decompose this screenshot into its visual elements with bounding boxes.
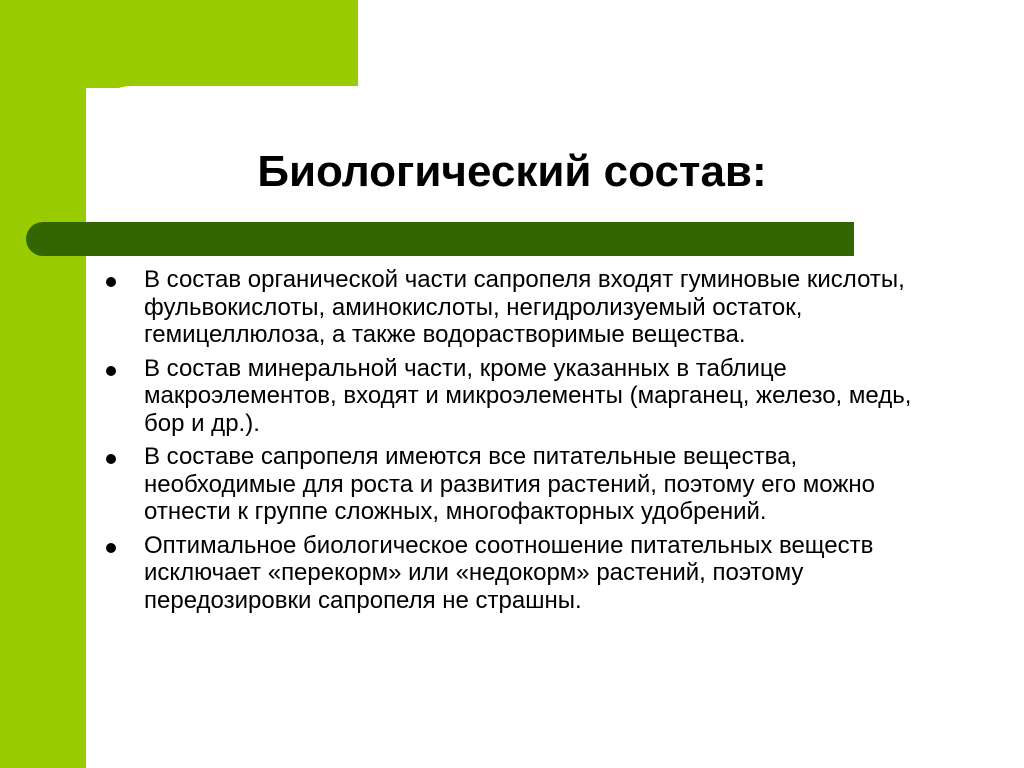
bullet-item — [100, 443, 950, 526]
bullet-dot-icon — [106, 366, 116, 376]
decor-green-left-band — [0, 0, 86, 768]
bullet-text: В состав минеральной части, кроме указанных в таблице макроэлементов, входят и микроэлементы (марганец, железо, медь, бор и др.). — [144, 354, 912, 437]
bullet-item — [100, 355, 950, 438]
bullet-dot-icon — [106, 277, 116, 287]
title-divider-bar — [26, 222, 854, 256]
bullet-text: В состав органической части сапропеля входят гуминовые кислоты, фульвокислоты, аминокислоты, негидролизуемый остаток, гемицеллюлоза, а также водорастворимые вещества. — [144, 266, 905, 348]
slide-title: Биологический состав: — [257, 147, 767, 196]
bullet-text: В составе сапропеля имеются все питательные вещества, необходимые для роста и развития растений, поэтому его можно отнести к группе сложных, многофакторных удобрений. — [144, 443, 876, 525]
bullet-item — [100, 532, 950, 615]
bullet-text: Оптимальное биологическое соотношение питательных веществ исключает «перекорм» или «недокорм» растений, поэтому передозировки сапропеля не страшны. — [144, 531, 874, 614]
bullet-dot-icon — [106, 454, 116, 464]
bullet-list — [100, 266, 950, 620]
bullet-dot-icon — [106, 543, 116, 553]
bullet-item — [100, 266, 950, 349]
